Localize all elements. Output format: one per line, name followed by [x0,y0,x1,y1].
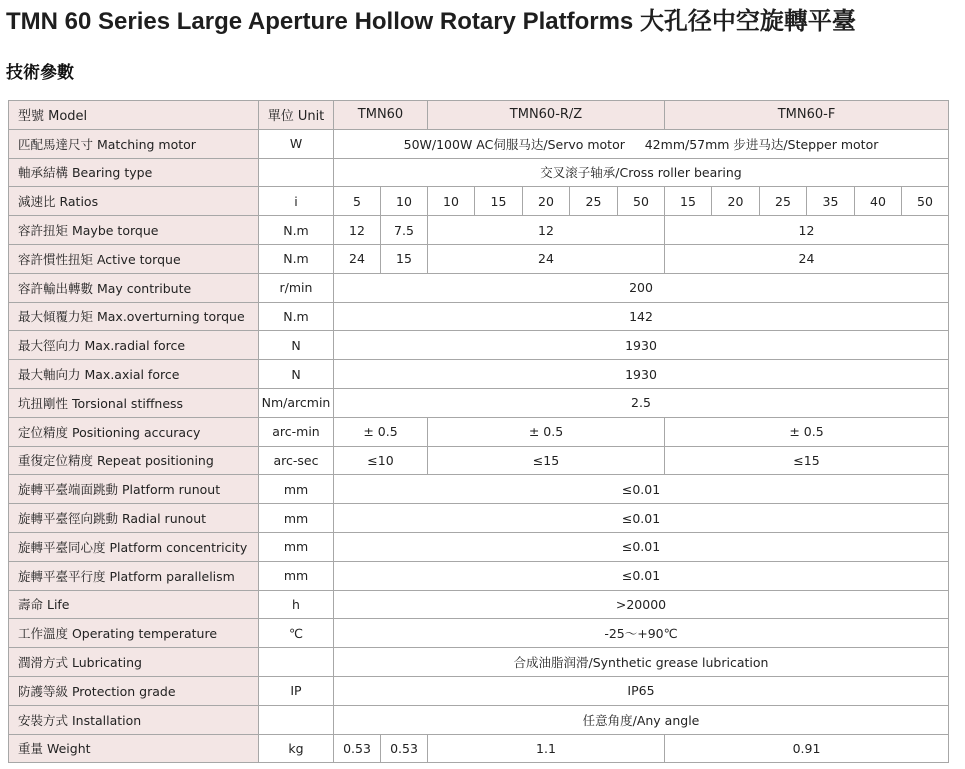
row-label: 重量 Weight [9,734,259,763]
cell-value: 200 [334,273,949,302]
table-row [9,302,949,331]
table-header-row [9,101,949,130]
row-unit: i [259,187,334,216]
cell-value: ≤15 [665,446,949,475]
row-label: 容許扭矩 Maybe torque [9,216,259,245]
cell-value: IP65 [334,676,949,705]
ratio-cell: 40 [855,187,902,216]
cell-value: 142 [334,302,949,331]
table-row [9,590,949,619]
cell-value: ≤0.01 [334,475,949,504]
cell-value: 12 [334,216,381,245]
row-label: 坑扭剛性 Torsional stiffness [9,388,259,417]
header-tmn60: TMN60 [334,101,428,130]
row-unit: mm [259,504,334,533]
header-unit: 單位 Unit [259,101,334,130]
row-label: 容許慣性扭矩 Active torque [9,244,259,273]
section-title: 技術參數 [6,63,74,83]
ratio-cell: 15 [475,187,523,216]
row-unit [259,648,334,677]
cell-value: ± 0.5 [334,417,428,446]
table-row [9,561,949,590]
row-unit: arc-min [259,417,334,446]
row-label: 最大軸向力 Max.axial force [9,360,259,389]
row-unit: arc-sec [259,446,334,475]
row-unit: mm [259,475,334,504]
cell-value: 0.53 [334,734,381,763]
cell-value [334,129,949,158]
table-row [9,504,949,533]
cell-value: ± 0.5 [665,417,949,446]
row-unit: mm [259,532,334,561]
table-row [9,734,949,763]
row-label: 最大傾覆力矩 Max.overturning torque [9,302,259,331]
row-label: 壽命 Life [9,590,259,619]
row-label: 定位精度 Positioning accuracy [9,417,259,446]
row-unit: h [259,590,334,619]
row-label: 匹配馬達尺寸 Matching motor [9,129,259,158]
servo-motor-text: 50W/100W AC伺服马达/Servo motor [403,136,625,152]
row-unit: IP [259,676,334,705]
cell-value: 24 [428,244,665,273]
row-label: 旋轉平臺端面跳動 Platform runout [9,475,259,504]
row-label: 容許輸出轉數 May contribute [9,273,259,302]
cell-value: 24 [665,244,949,273]
row-unit: N.m [259,216,334,245]
row-label: 減速比 Ratios [9,187,259,216]
row-unit: kg [259,734,334,763]
cell-value: 12 [428,216,665,245]
row-label: 最大徑向力 Max.radial force [9,331,259,360]
table-row [9,158,949,187]
cell-value: 2.5 [334,388,949,417]
row-label: 旋轉平臺徑向跳動 Radial runout [9,504,259,533]
table-row [9,532,949,561]
table-row [9,475,949,504]
cell-value: ≤15 [428,446,665,475]
table-row [9,273,949,302]
row-label: 旋轉平臺同心度 Platform concentricity [9,532,259,561]
table-row [9,676,949,705]
table-row [9,446,949,475]
table-row [9,129,949,158]
cell-value: ≤0.01 [334,561,949,590]
row-label: 旋轉平臺平行度 Platform parallelism [9,561,259,590]
header-tmn60-rz: TMN60-R/Z [428,101,665,130]
row-label: 安裝方式 Installation [9,705,259,734]
table-row [9,619,949,648]
ratio-cell: 50 [902,187,949,216]
page-title: TMN 60 Series Large Aperture Hollow Rotary Platforms 大孔径中空旋轉平臺 [6,8,856,35]
row-unit: N.m [259,244,334,273]
cell-value: >20000 [334,590,949,619]
row-unit: N [259,360,334,389]
ratio-cell: 10 [428,187,475,216]
row-label: 軸承結構 Bearing type [9,158,259,187]
table-row [9,417,949,446]
header-model: 型號 Model [9,101,259,130]
cell-value: ± 0.5 [428,417,665,446]
row-unit: mm [259,561,334,590]
ratio-cell: 15 [665,187,712,216]
table-row [9,244,949,273]
table-row [9,705,949,734]
cell-value: 0.91 [665,734,949,763]
row-unit [259,158,334,187]
cell-value: 任意角度/Any angle [334,705,949,734]
cell-value: 合成油脂润滑/Synthetic grease lubrication [334,648,949,677]
row-unit: N [259,331,334,360]
cell-value: -25～+90℃ [334,619,949,648]
cell-value: 1.1 [428,734,665,763]
cell-value: 12 [665,216,949,245]
row-unit [259,705,334,734]
row-unit: W [259,129,334,158]
ratio-cell: 25 [760,187,807,216]
cell-value: 7.5 [381,216,428,245]
ratio-cell: 20 [712,187,760,216]
cell-value: ≤10 [334,446,428,475]
row-unit: r/min [259,273,334,302]
ratio-cell: 5 [334,187,381,216]
cell-value: ≤0.01 [334,532,949,561]
table-row [9,187,949,216]
spec-table [8,100,949,763]
ratio-cell: 25 [570,187,618,216]
ratio-cell: 20 [523,187,570,216]
cell-value: 交叉滚子轴承/Cross roller bearing [334,158,949,187]
row-label: 防護等級 Protection grade [9,676,259,705]
row-unit: N.m [259,302,334,331]
row-label: 工作溫度 Operating temperature [9,619,259,648]
row-unit: Nm/arcmin [259,388,334,417]
ratio-cell: 35 [807,187,855,216]
cell-value: 1930 [334,331,949,360]
cell-value: 15 [381,244,428,273]
cell-value: ≤0.01 [334,504,949,533]
ratio-cell: 10 [381,187,428,216]
ratio-cell: 50 [618,187,665,216]
table-row [9,360,949,389]
row-unit: ℃ [259,619,334,648]
row-label: 潤滑方式 Lubricating [9,648,259,677]
cell-value: 24 [334,244,381,273]
table-row [9,388,949,417]
cell-value: 0.53 [381,734,428,763]
row-label: 重復定位精度 Repeat positioning [9,446,259,475]
stepper-motor-text: 42mm/57mm 步进马达/Stepper motor [644,136,879,152]
table-row [9,216,949,245]
table-row [9,331,949,360]
table-row [9,648,949,677]
header-tmn60-f: TMN60-F [665,101,949,130]
cell-value: 1930 [334,360,949,389]
